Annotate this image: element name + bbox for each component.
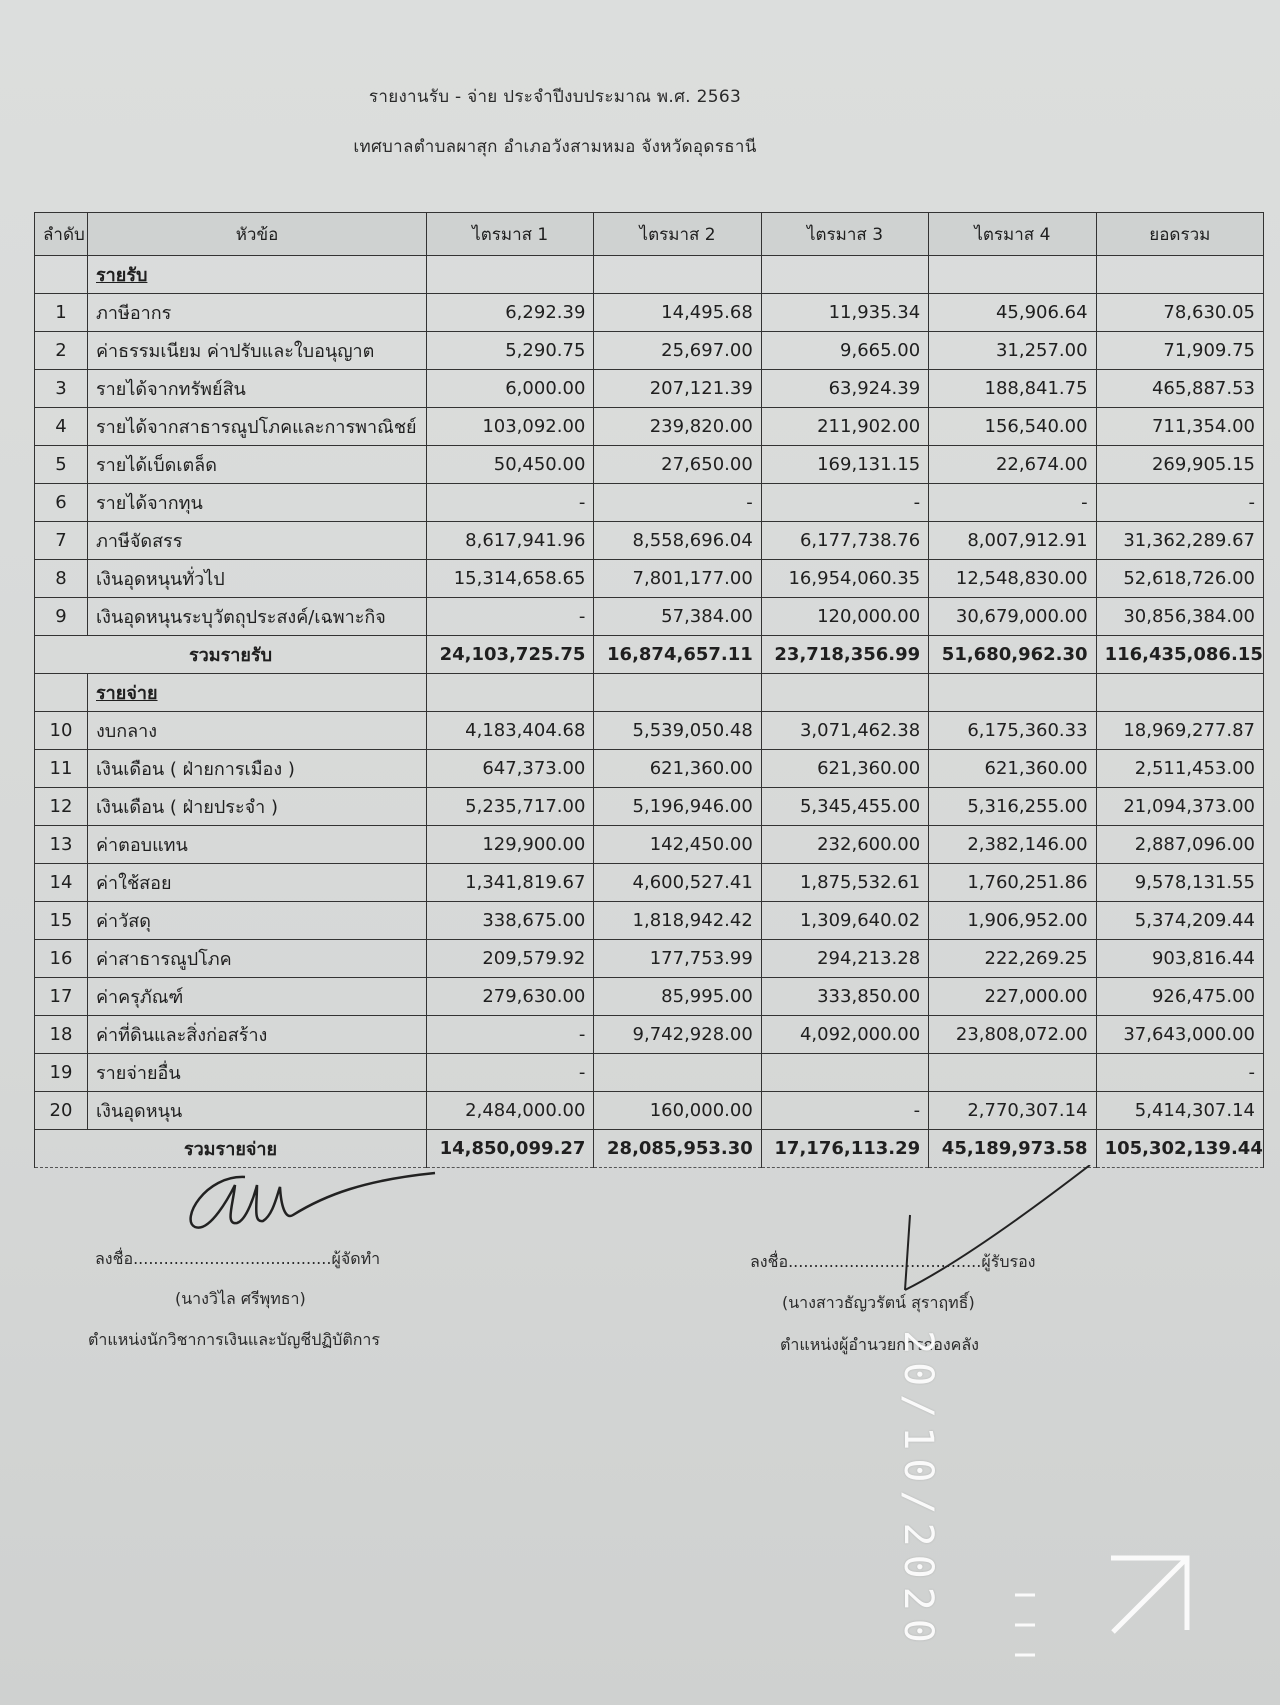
table-row [35, 294, 1264, 332]
row-q3-value: 621,360.00 [761, 750, 928, 788]
row-q2-value: 160,000.00 [594, 1092, 761, 1130]
row-q4-value: 45,906.64 [929, 294, 1096, 332]
row-q1-value: 50,450.00 [427, 446, 594, 484]
row-q1-value: - [427, 1054, 594, 1092]
row-q2-value [594, 1054, 761, 1092]
row-q1-value: 129,900.00 [427, 826, 594, 864]
row-topic: ภาษีจัดสรร [88, 522, 427, 560]
row-topic: งบกลาง [88, 712, 427, 750]
table-header-row [35, 213, 1264, 256]
section-empty-cell [761, 674, 928, 712]
left-signer-position: ตำแหน่งนักวิชาการเงินและบัญชีปฏิบัติการ [88, 1330, 380, 1349]
col-header-q4: ไตรมาส 4 [929, 213, 1096, 256]
row-q1-value: 8,617,941.96 [427, 522, 594, 560]
row-q4-value: 30,679,000.00 [929, 598, 1096, 636]
row-q2-value: 85,995.00 [594, 978, 761, 1016]
left-signer-name: (นางวิไล ศรีพุทธา) [175, 1289, 306, 1308]
table-row [35, 902, 1264, 940]
row-number: 3 [35, 370, 88, 408]
row-q1-value: 647,373.00 [427, 750, 594, 788]
row-q2-value: 8,558,696.04 [594, 522, 761, 560]
row-total-value: 52,618,726.00 [1096, 560, 1263, 598]
row-q4-value: 8,007,912.91 [929, 522, 1096, 560]
row-number: 7 [35, 522, 88, 560]
row-q3-value: 1,875,532.61 [761, 864, 928, 902]
row-q4-value: 188,841.75 [929, 370, 1096, 408]
row-q2-value: 5,196,946.00 [594, 788, 761, 826]
row-total-value: 711,354.00 [1096, 408, 1263, 446]
row-total-value: 5,414,307.14 [1096, 1092, 1263, 1130]
row-q2-value: - [594, 484, 761, 522]
row-q1-value: 5,235,717.00 [427, 788, 594, 826]
row-number: 13 [35, 826, 88, 864]
row-total-value: 5,374,209.44 [1096, 902, 1263, 940]
col-header-no: ลำดับ [35, 213, 88, 256]
section-empty-cell [427, 256, 594, 294]
row-topic: เงินอุดหนุนระบุวัตถุประสงค์/เฉพาะกิจ [88, 598, 427, 636]
row-total-value: 2,887,096.00 [1096, 826, 1263, 864]
row-q2-value: 9,742,928.00 [594, 1016, 761, 1054]
row-number: 20 [35, 1092, 88, 1130]
row-number: 14 [35, 864, 88, 902]
report-title: รายงานรับ - จ่าย ประจำปีงบประมาณ พ.ศ. 2563 [368, 87, 742, 107]
row-q3-value: 120,000.00 [761, 598, 928, 636]
row-q1-value: 5,290.75 [427, 332, 594, 370]
section-empty-cell [929, 256, 1096, 294]
row-total-value: 465,887.53 [1096, 370, 1263, 408]
row-q3-value: 4,092,000.00 [761, 1016, 928, 1054]
row-q3-value: 1,309,640.02 [761, 902, 928, 940]
row-topic: ค่าวัสดุ [88, 902, 427, 940]
table-row [35, 1092, 1264, 1130]
row-q2-value: 57,384.00 [594, 598, 761, 636]
row-total-value: 2,511,453.00 [1096, 750, 1263, 788]
row-topic: เงินอุดหนุน [88, 1092, 427, 1130]
table-row [35, 1016, 1264, 1054]
row-number: 10 [35, 712, 88, 750]
row-number: 1 [35, 294, 88, 332]
row-topic: ค่าครุภัณฑ์ [88, 978, 427, 1016]
row-number: 9 [35, 598, 88, 636]
row-topic: รายได้จากสาธารณูปโภคและการพาณิชย์ [88, 408, 427, 446]
table-row [35, 788, 1264, 826]
row-total-value: 71,909.75 [1096, 332, 1263, 370]
row-q3-value [761, 1054, 928, 1092]
row-q3-value: 169,131.15 [761, 446, 928, 484]
section-empty-cell [1096, 256, 1263, 294]
table-row [35, 370, 1264, 408]
row-total-value: 31,362,289.67 [1096, 522, 1263, 560]
row-topic: ค่าตอบแทน [88, 826, 427, 864]
table-row [35, 332, 1264, 370]
total-q2-value: 16,874,657.11 [594, 636, 761, 674]
section-no-cell [35, 674, 88, 712]
row-q2-value: 7,801,177.00 [594, 560, 761, 598]
arrow-up-right-icon [1105, 1550, 1195, 1640]
row-q1-value: - [427, 484, 594, 522]
row-total-value: 30,856,384.00 [1096, 598, 1263, 636]
row-q2-value: 142,450.00 [594, 826, 761, 864]
row-q3-value: 16,954,060.35 [761, 560, 928, 598]
row-total-value: 21,094,373.00 [1096, 788, 1263, 826]
row-topic: ค่าที่ดินและสิ่งก่อสร้าง [88, 1016, 427, 1054]
expense-section-row [35, 674, 1264, 712]
row-q4-value: 227,000.00 [929, 978, 1096, 1016]
row-number: 5 [35, 446, 88, 484]
section-empty-cell [761, 256, 928, 294]
row-q1-value: 4,183,404.68 [427, 712, 594, 750]
row-q1-value: 209,579.92 [427, 940, 594, 978]
row-q3-value: 11,935.34 [761, 294, 928, 332]
left-sign-line: ลงชื่อ.......................................ผู้จัดทำ [95, 1249, 381, 1268]
col-header-q2: ไตรมาส 2 [594, 213, 761, 256]
row-q3-value: 5,345,455.00 [761, 788, 928, 826]
section-empty-cell [427, 674, 594, 712]
row-number: 2 [35, 332, 88, 370]
row-q3-value: - [761, 484, 928, 522]
section-empty-cell [1096, 674, 1263, 712]
section-empty-cell [594, 674, 761, 712]
row-q1-value: 103,092.00 [427, 408, 594, 446]
row-number: 12 [35, 788, 88, 826]
row-q4-value: 1,760,251.86 [929, 864, 1096, 902]
section-label: รายรับ [88, 256, 427, 294]
row-number: 17 [35, 978, 88, 1016]
total-q1-value: 14,850,099.27 [427, 1130, 594, 1168]
row-q4-value: 31,257.00 [929, 332, 1096, 370]
row-q3-value: 3,071,462.38 [761, 712, 928, 750]
left-signature-scribble [185, 1165, 445, 1240]
row-topic: รายได้จากทุน [88, 484, 427, 522]
total-q4-value: 51,680,962.30 [929, 636, 1096, 674]
right-signer-name: (นางสาวธัญวรัตน์ สุราฤทธิ์) [782, 1293, 975, 1312]
income-total-row [35, 636, 1264, 674]
row-number: 18 [35, 1016, 88, 1054]
table-row [35, 560, 1264, 598]
row-q4-value: 222,269.25 [929, 940, 1096, 978]
row-topic: ภาษีอากร [88, 294, 427, 332]
table-row [35, 978, 1264, 1016]
row-q3-value: 63,924.39 [761, 370, 928, 408]
row-q1-value: 15,314,658.65 [427, 560, 594, 598]
total-label: รวมรายรับ [35, 636, 427, 674]
row-q4-value [929, 1054, 1096, 1092]
row-q2-value: 5,539,050.48 [594, 712, 761, 750]
row-q2-value: 177,753.99 [594, 940, 761, 978]
right-signer-position: ตำแหน่งผู้อำนวยการกองคลัง [780, 1335, 979, 1354]
row-q1-value: - [427, 598, 594, 636]
col-header-q1: ไตรมาส 1 [427, 213, 594, 256]
row-topic: เงินเดือน ( ฝ่ายการเมือง ) [88, 750, 427, 788]
row-q3-value: 6,177,738.76 [761, 522, 928, 560]
row-q4-value: 2,770,307.14 [929, 1092, 1096, 1130]
table-row [35, 408, 1264, 446]
total-q4-value: 45,189,973.58 [929, 1130, 1096, 1168]
total-q3-value: 17,176,113.29 [761, 1130, 928, 1168]
row-number: 4 [35, 408, 88, 446]
row-total-value: - [1096, 484, 1263, 522]
row-total-value: 269,905.15 [1096, 446, 1263, 484]
date-stamp: 20/10/2020 [895, 1330, 941, 1651]
row-q2-value: 1,818,942.42 [594, 902, 761, 940]
row-q3-value: 211,902.00 [761, 408, 928, 446]
row-number: 6 [35, 484, 88, 522]
total-total-value: 105,302,139.44 [1096, 1130, 1263, 1168]
row-q3-value: 333,850.00 [761, 978, 928, 1016]
row-q4-value: 12,548,830.00 [929, 560, 1096, 598]
section-empty-cell [929, 674, 1096, 712]
row-total-value: 903,816.44 [1096, 940, 1263, 978]
row-q2-value: 14,495.68 [594, 294, 761, 332]
report-subtitle: เทศบาลตำบลผาสุก อำเภอวังสามหมอ จังหวัดอุดรธานี [353, 137, 757, 157]
row-topic: เงินเดือน ( ฝ่ายประจำ ) [88, 788, 427, 826]
table-row [35, 826, 1264, 864]
row-q4-value: 23,808,072.00 [929, 1016, 1096, 1054]
row-q2-value: 4,600,527.41 [594, 864, 761, 902]
row-q4-value: 1,906,952.00 [929, 902, 1096, 940]
row-q4-value: 22,674.00 [929, 446, 1096, 484]
row-topic: รายจ่ายอื่น [88, 1054, 427, 1092]
row-q3-value: - [761, 1092, 928, 1130]
dash-marks [1010, 1590, 1040, 1660]
row-topic: รายได้จากทรัพย์สิน [88, 370, 427, 408]
section-empty-cell [594, 256, 761, 294]
total-q3-value: 23,718,356.99 [761, 636, 928, 674]
row-q3-value: 232,600.00 [761, 826, 928, 864]
col-header-q3: ไตรมาส 3 [761, 213, 928, 256]
row-q4-value: 2,382,146.00 [929, 826, 1096, 864]
table-row [35, 598, 1264, 636]
section-label: รายจ่าย [88, 674, 427, 712]
row-topic: ค่าใช้สอย [88, 864, 427, 902]
row-q2-value: 621,360.00 [594, 750, 761, 788]
row-number: 8 [35, 560, 88, 598]
table-row [35, 446, 1264, 484]
total-label: รวมรายจ่าย [35, 1130, 427, 1168]
row-total-value: 18,969,277.87 [1096, 712, 1263, 750]
col-header-topic: หัวข้อ [88, 213, 427, 256]
row-total-value: 37,643,000.00 [1096, 1016, 1263, 1054]
row-q4-value: 156,540.00 [929, 408, 1096, 446]
row-q1-value: 6,292.39 [427, 294, 594, 332]
table-row [35, 522, 1264, 560]
income-expense-table [34, 212, 1264, 1168]
right-signature-scribble [895, 1165, 1095, 1305]
income-section-row [35, 256, 1264, 294]
table-row [35, 1054, 1264, 1092]
total-q1-value: 24,103,725.75 [427, 636, 594, 674]
row-total-value: 926,475.00 [1096, 978, 1263, 1016]
row-q1-value: 2,484,000.00 [427, 1092, 594, 1130]
row-q2-value: 239,820.00 [594, 408, 761, 446]
row-q2-value: 25,697.00 [594, 332, 761, 370]
table-row [35, 864, 1264, 902]
row-q1-value: 1,341,819.67 [427, 864, 594, 902]
row-q4-value: - [929, 484, 1096, 522]
row-q4-value: 5,316,255.00 [929, 788, 1096, 826]
row-q4-value: 6,175,360.33 [929, 712, 1096, 750]
row-q1-value: 6,000.00 [427, 370, 594, 408]
total-q2-value: 28,085,953.30 [594, 1130, 761, 1168]
row-q2-value: 27,650.00 [594, 446, 761, 484]
right-sign-line: ลงชื่อ......................................ผู้รับรอง [750, 1252, 1036, 1271]
col-header-total: ยอดรวม [1096, 213, 1263, 256]
row-q3-value: 9,665.00 [761, 332, 928, 370]
row-q1-value: 279,630.00 [427, 978, 594, 1016]
row-q4-value: 621,360.00 [929, 750, 1096, 788]
row-total-value: - [1096, 1054, 1263, 1092]
row-q1-value: 338,675.00 [427, 902, 594, 940]
row-number: 19 [35, 1054, 88, 1092]
row-topic: รายได้เบ็ดเตล็ด [88, 446, 427, 484]
table-row [35, 484, 1264, 522]
row-q1-value: - [427, 1016, 594, 1054]
table-row [35, 750, 1264, 788]
expense-total-row [35, 1130, 1264, 1168]
row-q3-value: 294,213.28 [761, 940, 928, 978]
row-topic: ค่าสาธารณูปโภค [88, 940, 427, 978]
row-number: 16 [35, 940, 88, 978]
row-number: 11 [35, 750, 88, 788]
row-topic: ค่าธรรมเนียม ค่าปรับและใบอนุญาต [88, 332, 427, 370]
section-no-cell [35, 256, 88, 294]
row-topic: เงินอุดหนุนทั่วไป [88, 560, 427, 598]
row-total-value: 9,578,131.55 [1096, 864, 1263, 902]
table-row [35, 940, 1264, 978]
table-row [35, 712, 1264, 750]
row-number: 15 [35, 902, 88, 940]
row-total-value: 78,630.05 [1096, 294, 1263, 332]
total-total-value: 116,435,086.15 [1096, 636, 1263, 674]
row-q2-value: 207,121.39 [594, 370, 761, 408]
